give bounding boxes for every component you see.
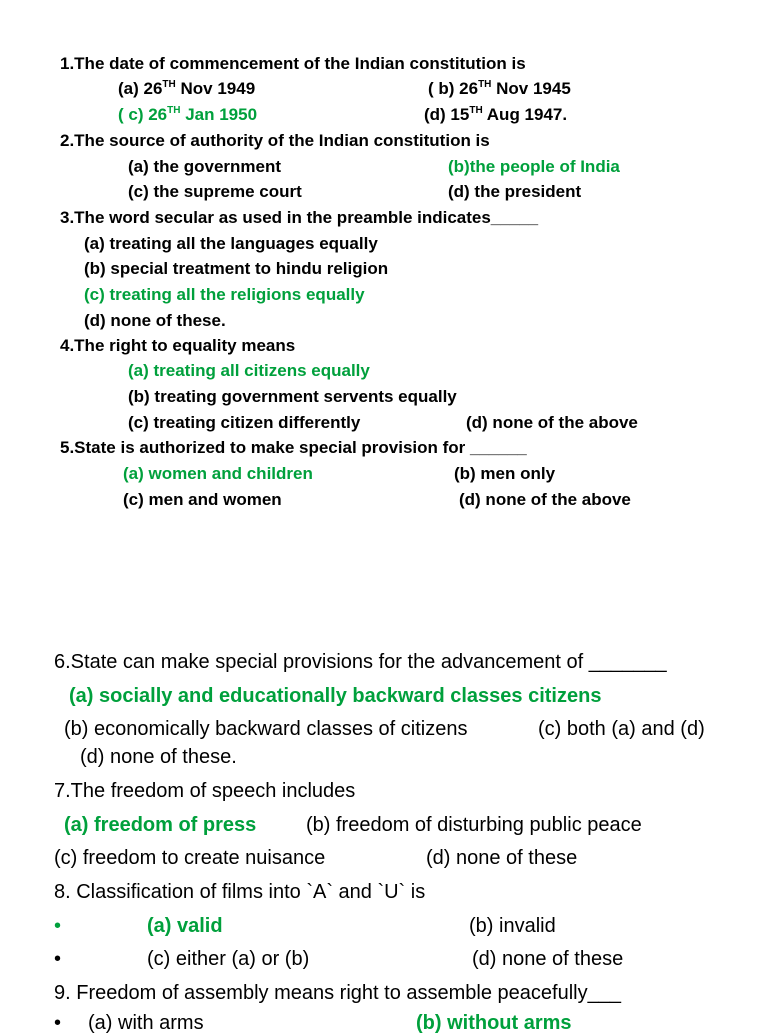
q1-option-b: ( b) 26TH Nov 1945	[428, 79, 571, 98]
q3-option-b: (b) special treatment to hindu religion	[84, 259, 389, 278]
q9-option-a: (a) with arms	[88, 1012, 204, 1034]
q6-option-d: (d) none of these.	[80, 746, 237, 768]
question-4: 4.The right to equality means	[60, 336, 296, 355]
question-5: 5.State is authorized to make special provision for ______	[60, 438, 527, 457]
q6-option-c: (c) both (a) and (d)	[538, 718, 705, 740]
q2-option-c: (c) the supreme court	[128, 182, 302, 201]
q6-option-b: (b) economically backward classes of citizens	[64, 718, 468, 740]
question-9: 9. Freedom of assembly means right to assemble peacefully___	[54, 982, 621, 1004]
q6-option-a-answer: (a) socially and educationally backward classes citizens	[69, 685, 602, 707]
q7-option-c: (c) freedom to create nuisance	[54, 847, 326, 869]
q8-option-d: (d) none of these	[472, 948, 624, 970]
q1-option-a: (a) 26TH Nov 1949	[118, 79, 256, 98]
q9-option-b-answer: (b) without arms	[416, 1012, 572, 1034]
question-7: 7.The freedom of speech includes	[54, 780, 356, 802]
q8-option-c: (c) either (a) or (b)	[147, 948, 310, 970]
q5-option-a-answer: (a) women and children	[123, 464, 313, 483]
question-6: 6.State can make special provisions for the advancement of _______	[54, 651, 667, 673]
q3-option-c-answer: (c) treating all the religions equally	[84, 285, 365, 304]
question-3: 3.The word secular as used in the preamble indicates_____	[60, 208, 539, 227]
bullet-icon: •	[54, 948, 62, 970]
q5-option-b: (b) men only	[454, 464, 556, 483]
q5-option-c: (c) men and women	[123, 490, 282, 509]
q3-option-d: (d) none of these.	[84, 311, 226, 330]
q8-option-a-answer: (a) valid	[147, 915, 223, 937]
q5-option-d: (d) none of the above	[459, 490, 631, 509]
q3-option-a: (a) treating all the languages equally	[84, 234, 378, 253]
q1-option-c-answer: ( c) 26TH Jan 1950	[118, 105, 258, 124]
q8-option-b: (b) invalid	[469, 915, 556, 937]
q7-option-b: (b) freedom of disturbing public peace	[306, 814, 642, 836]
question-8: 8. Classification of films into `A` and `U` is	[54, 881, 426, 903]
bullet-icon: •	[54, 1012, 62, 1034]
q4-option-d: (d) none of the above	[466, 413, 638, 432]
q7-option-d: (d) none of these	[426, 847, 578, 869]
question-1: 1.The date of commencement of the Indian constitution is	[60, 54, 526, 73]
bullet-icon: •	[54, 915, 62, 937]
q2-option-a: (a) the government	[128, 157, 282, 176]
q2-option-d: (d) the president	[448, 182, 582, 201]
q4-option-a-answer: (a) treating all citizens equally	[128, 361, 370, 380]
question-2: 2.The source of authority of the Indian constitution is	[60, 131, 490, 150]
q4-option-c: (c) treating citizen differently	[128, 413, 361, 432]
q2-option-b-answer: (b)the people of India	[448, 157, 620, 176]
q4-option-b: (b) treating government servents equally	[128, 387, 457, 406]
q7-option-a-answer: (a) freedom of press	[64, 814, 257, 836]
q1-option-d: (d) 15TH Aug 1947.	[424, 105, 568, 124]
